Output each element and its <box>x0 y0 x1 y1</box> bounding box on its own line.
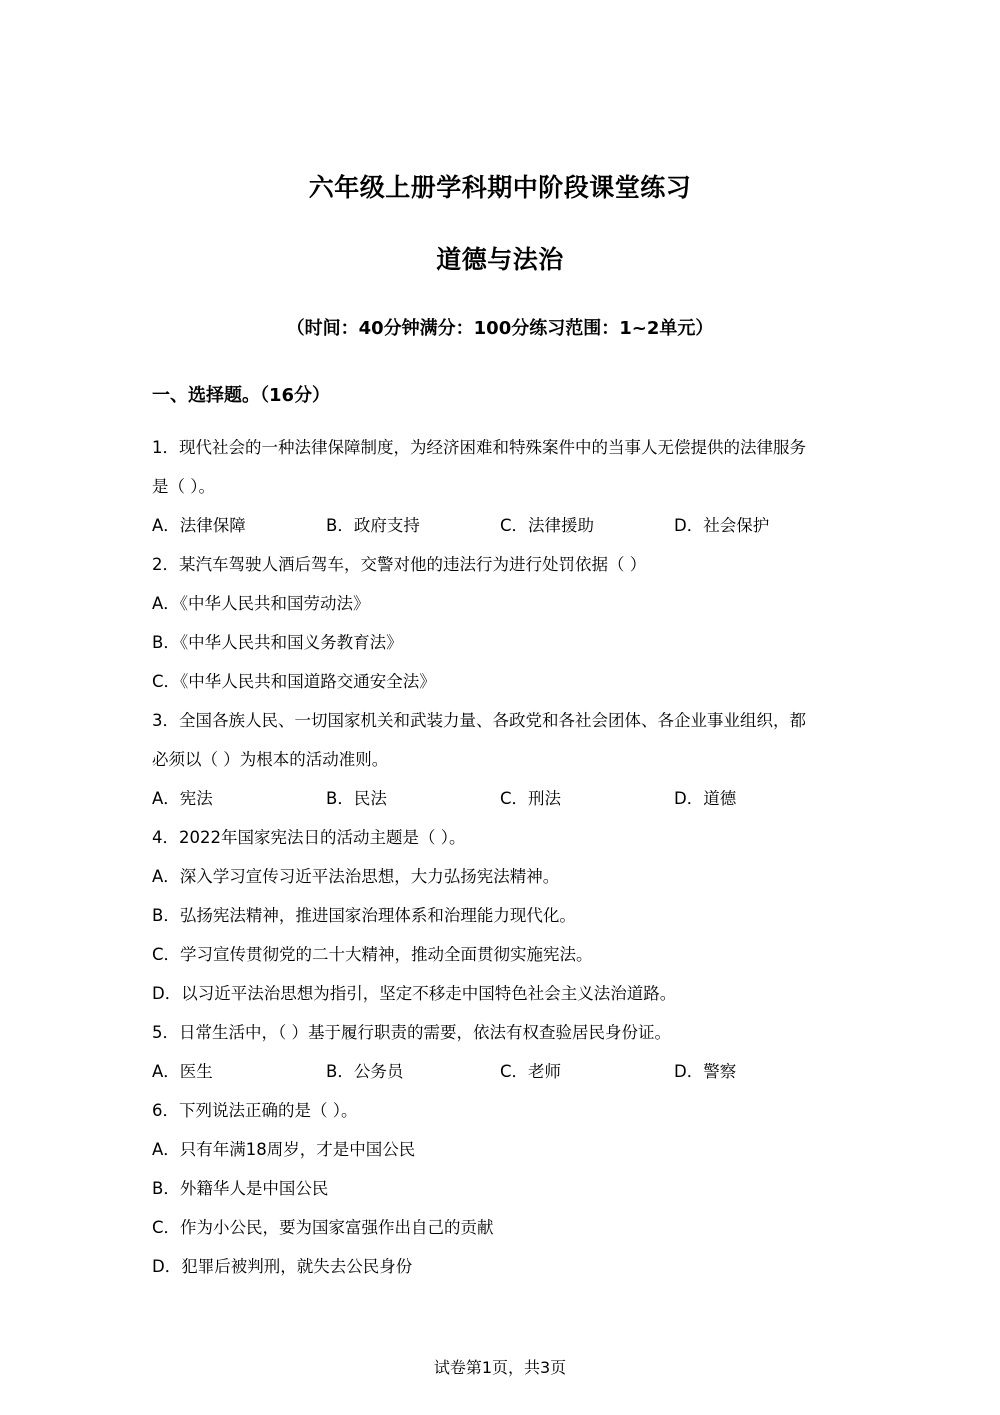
exam-title: 六年级上册学科期中阶段课堂练习 <box>308 173 692 202</box>
option-d: D．以习近平法治思想为指引，坚定不移走中国特色社会主义法治道路。 <box>152 984 677 1003</box>
question-stem: 1．现代社会的一种法律保障制度，为经济困难和特殊案件中的当事人无偿提供的法律服务 <box>152 438 806 457</box>
option-d: D．犯罪后被判刑，就失去公民身份 <box>152 1257 413 1276</box>
option-a: A．只有年满18周岁，才是中国公民 <box>152 1140 416 1159</box>
question-stem-continued: 必须以（ ）为根本的活动准则。 <box>152 750 389 769</box>
option-c: C．《中华人民共和国道路交通安全法》 <box>152 672 436 691</box>
option-c: C．作为小公民，要为国家富强作出自己的贡献 <box>152 1218 494 1237</box>
question-stem: 6．下列说法正确的是（ ）。 <box>152 1101 358 1120</box>
option-b: B．政府支持 <box>326 516 420 535</box>
option-a: A．法律保障 <box>152 516 246 535</box>
option-b: B．民法 <box>326 789 387 808</box>
question-3 <box>152 701 852 818</box>
question-2 <box>152 545 852 701</box>
option-b: B．公务员 <box>326 1062 404 1081</box>
option-a: A．《中华人民共和国劳动法》 <box>152 594 370 613</box>
subject-title: 道德与法治 <box>436 245 564 274</box>
option-b: B．弘扬宪法精神，推进国家治理体系和治理能力现代化。 <box>152 906 576 925</box>
question-stem-continued: 是（ ）。 <box>152 477 215 496</box>
question-6 <box>152 1091 852 1286</box>
option-c: C．老师 <box>500 1062 562 1081</box>
option-b: B．《中华人民共和国义务教育法》 <box>152 633 403 652</box>
question-4 <box>152 818 852 1013</box>
question-1 <box>152 428 852 545</box>
option-d: D．警察 <box>674 1062 737 1081</box>
exam-info: （时间：40分钟满分：100分练习范围：1~2单元） <box>286 318 714 339</box>
option-d: D．道德 <box>674 789 737 808</box>
option-a: A．医生 <box>152 1062 213 1081</box>
question-list <box>152 428 852 1286</box>
question-stem: 3．全国各族人民、一切国家机关和武装力量、各政党和各社会团体、各企业事业组织，都 <box>152 711 806 730</box>
option-row <box>152 779 852 818</box>
option-b: B．外籍华人是中国公民 <box>152 1179 329 1198</box>
question-stem: 5．日常生活中，（ ）基于履行职责的需要，依法有权查验居民身份证。 <box>152 1023 671 1042</box>
option-a: A．宪法 <box>152 789 213 808</box>
option-c: C．学习宣传贯彻党的二十大精神，推动全面贯彻实施宪法。 <box>152 945 593 964</box>
question-5 <box>152 1013 852 1091</box>
option-a: A．深入学习宣传习近平法治思想，大力弘扬宪法精神。 <box>152 867 560 886</box>
question-stem: 2．某汽车驾驶人酒后驾车，交警对他的违法行为进行处罚依据（ ） <box>152 555 647 574</box>
option-c: C．法律援助 <box>500 516 595 535</box>
section-heading: 一、选择题。（16分） <box>152 385 331 406</box>
page-footer: 试卷第1页，共3页 <box>433 1358 567 1377</box>
option-c: C．刑法 <box>500 789 562 808</box>
option-row <box>152 1052 852 1091</box>
question-stem: 4．2022年国家宪法日的活动主题是（ ）。 <box>152 828 466 847</box>
option-row <box>152 506 852 545</box>
option-d: D．社会保护 <box>674 516 770 535</box>
